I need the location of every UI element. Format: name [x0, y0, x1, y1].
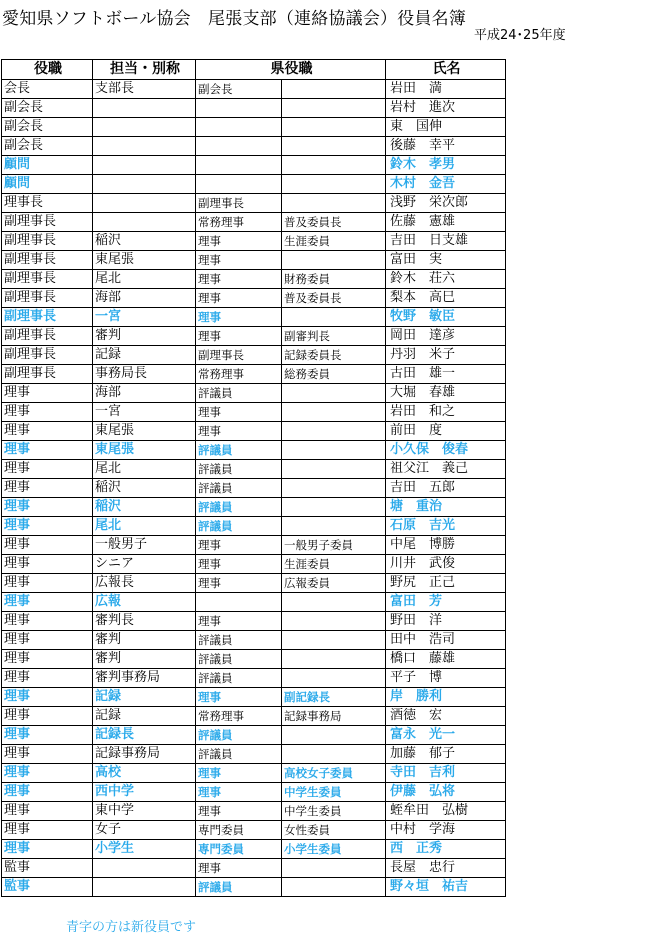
cell-prefecture-role: 評議員 [196, 441, 282, 460]
cell-assignment: 広報 [93, 593, 196, 612]
cell-assignment [93, 175, 196, 194]
table-row [2, 498, 506, 517]
cell-prefecture-committee [282, 669, 386, 688]
cell-role: 理事 [2, 555, 93, 574]
cell-role: 理事 [2, 536, 93, 555]
cell-name: 丹羽 米子 [386, 346, 506, 365]
cell-prefecture-committee: 記録事務局 [282, 707, 386, 726]
table-row [2, 194, 506, 213]
cell-prefecture-committee [282, 878, 386, 897]
cell-prefecture-role: 評議員 [196, 745, 282, 764]
cell-prefecture-role [196, 175, 282, 194]
cell-prefecture-committee: 中学生委員 [282, 783, 386, 802]
cell-assignment: 審判 [93, 650, 196, 669]
cell-name: 野々垣 祐吉 [386, 878, 506, 897]
cell-assignment: 尾北 [93, 517, 196, 536]
cell-assignment: 西中学 [93, 783, 196, 802]
cell-assignment: 東尾張 [93, 251, 196, 270]
cell-assignment: 東尾張 [93, 441, 196, 460]
cell-prefecture-role: 理事 [196, 232, 282, 251]
cell-name: 牧野 敏臣 [386, 308, 506, 327]
cell-role: 副会長 [2, 137, 93, 156]
cell-role: 理事 [2, 764, 93, 783]
cell-assignment: 一般男子 [93, 536, 196, 555]
cell-prefecture-committee [282, 251, 386, 270]
cell-prefecture-committee [282, 631, 386, 650]
cell-prefecture-committee [282, 137, 386, 156]
table-row [2, 783, 506, 802]
cell-role: 理事 [2, 783, 93, 802]
cell-prefecture-committee [282, 859, 386, 878]
cell-name: 岩田 和之 [386, 403, 506, 422]
cell-prefecture-role: 評議員 [196, 479, 282, 498]
cell-name: 田中 浩司 [386, 631, 506, 650]
cell-name: 橋口 藤雄 [386, 650, 506, 669]
cell-name: 岩田 満 [386, 80, 506, 99]
cell-name: 梨本 高巳 [386, 289, 506, 308]
table-header-row [2, 60, 506, 80]
cell-name: 富永 光一 [386, 726, 506, 745]
cell-prefecture-role: 評議員 [196, 650, 282, 669]
table-row [2, 555, 506, 574]
table-row [2, 156, 506, 175]
cell-assignment [93, 156, 196, 175]
table-row [2, 669, 506, 688]
cell-name: 小久保 俊春 [386, 441, 506, 460]
table-row [2, 365, 506, 384]
cell-prefecture-role: 理事 [196, 555, 282, 574]
cell-name: 前田 度 [386, 422, 506, 441]
cell-role: 理事 [2, 688, 93, 707]
cell-prefecture-role: 理事 [196, 270, 282, 289]
cell-role: 副理事長 [2, 251, 93, 270]
cell-prefecture-role [196, 99, 282, 118]
cell-assignment: 女子 [93, 821, 196, 840]
cell-prefecture-committee [282, 517, 386, 536]
cell-assignment [93, 99, 196, 118]
cell-role: 理事 [2, 593, 93, 612]
cell-prefecture-role: 評議員 [196, 878, 282, 897]
cell-role: 理事 [2, 422, 93, 441]
cell-assignment: 海部 [93, 384, 196, 403]
cell-role: 理事 [2, 384, 93, 403]
table-row [2, 137, 506, 156]
table-row [2, 251, 506, 270]
cell-name: 岡田 達彦 [386, 327, 506, 346]
table-row [2, 859, 506, 878]
table-row [2, 270, 506, 289]
cell-assignment: 記録 [93, 707, 196, 726]
cell-name: 平子 博 [386, 669, 506, 688]
cell-name: 西 正秀 [386, 840, 506, 859]
cell-name: 野田 洋 [386, 612, 506, 631]
table-row [2, 745, 506, 764]
cell-prefecture-committee [282, 593, 386, 612]
cell-name: 野尻 正己 [386, 574, 506, 593]
cell-prefecture-role: 理事 [196, 802, 282, 821]
table-row [2, 308, 506, 327]
cell-assignment: 審判事務局 [93, 669, 196, 688]
table-row [2, 422, 506, 441]
cell-role: 副理事長 [2, 213, 93, 232]
cell-name: 古田 雄一 [386, 365, 506, 384]
table-row [2, 232, 506, 251]
cell-role: 理事 [2, 403, 93, 422]
cell-assignment: シニア [93, 555, 196, 574]
cell-role: 理事 [2, 707, 93, 726]
cell-prefecture-committee [282, 441, 386, 460]
cell-name: 富田 実 [386, 251, 506, 270]
column-header-prefecture-role: 県役職 [196, 60, 386, 80]
cell-name: 塘 重治 [386, 498, 506, 517]
cell-prefecture-committee [282, 175, 386, 194]
cell-role: 副理事長 [2, 289, 93, 308]
table-row [2, 726, 506, 745]
cell-role: 副理事長 [2, 232, 93, 251]
cell-name: 東 国伸 [386, 118, 506, 137]
cell-prefecture-committee: 高校女子委員 [282, 764, 386, 783]
cell-role: 理事 [2, 612, 93, 631]
cell-prefecture-role [196, 593, 282, 612]
cell-prefecture-committee [282, 650, 386, 669]
table-row [2, 593, 506, 612]
cell-role: 理事長 [2, 194, 93, 213]
cell-name: 蛭牟田 弘樹 [386, 802, 506, 821]
table-row [2, 99, 506, 118]
cell-prefecture-committee: 普及委員長 [282, 289, 386, 308]
cell-name: 鈴木 荘六 [386, 270, 506, 289]
cell-name: 中尾 博勝 [386, 536, 506, 555]
cell-prefecture-committee: 生涯委員 [282, 232, 386, 251]
cell-role: 副理事長 [2, 346, 93, 365]
cell-role: 副会長 [2, 118, 93, 137]
table-row [2, 631, 506, 650]
cell-assignment: 海部 [93, 289, 196, 308]
cell-prefecture-committee: 副記録長 [282, 688, 386, 707]
cell-name: 木村 金吾 [386, 175, 506, 194]
table-row [2, 118, 506, 137]
cell-prefecture-role: 理事 [196, 536, 282, 555]
cell-role: 監事 [2, 859, 93, 878]
cell-role: 副理事長 [2, 308, 93, 327]
cell-prefecture-role: 評議員 [196, 384, 282, 403]
cell-name: 後藤 幸平 [386, 137, 506, 156]
cell-prefecture-committee [282, 156, 386, 175]
table-row [2, 479, 506, 498]
cell-role: 理事 [2, 840, 93, 859]
cell-name: 浅野 栄次郎 [386, 194, 506, 213]
cell-prefecture-role: 評議員 [196, 460, 282, 479]
cell-assignment: 稲沢 [93, 498, 196, 517]
cell-assignment: 尾北 [93, 460, 196, 479]
table-row [2, 764, 506, 783]
cell-assignment [93, 878, 196, 897]
cell-assignment [93, 213, 196, 232]
cell-name: 川井 武俊 [386, 555, 506, 574]
cell-prefecture-committee [282, 479, 386, 498]
table-row [2, 403, 506, 422]
cell-prefecture-role [196, 156, 282, 175]
cell-assignment [93, 194, 196, 213]
cell-assignment [93, 859, 196, 878]
table-row [2, 612, 506, 631]
cell-name: 伊藤 弘将 [386, 783, 506, 802]
cell-role: 理事 [2, 802, 93, 821]
cell-prefecture-committee [282, 99, 386, 118]
cell-assignment: 一宮 [93, 308, 196, 327]
cell-role: 理事 [2, 631, 93, 650]
cell-prefecture-role: 評議員 [196, 726, 282, 745]
cell-role: 理事 [2, 498, 93, 517]
cell-prefecture-role: 理事 [196, 764, 282, 783]
cell-prefecture-committee: 普及委員長 [282, 213, 386, 232]
table-row [2, 517, 506, 536]
cell-role: 理事 [2, 460, 93, 479]
cell-prefecture-committee: 生涯委員 [282, 555, 386, 574]
cell-assignment: 高校 [93, 764, 196, 783]
cell-prefecture-role: 理事 [196, 783, 282, 802]
cell-prefecture-committee: 副審判長 [282, 327, 386, 346]
cell-prefecture-role: 理事 [196, 422, 282, 441]
cell-prefecture-role: 理事 [196, 688, 282, 707]
table-row [2, 878, 506, 897]
cell-prefecture-role: 理事 [196, 251, 282, 270]
cell-prefecture-role: 専門委員 [196, 840, 282, 859]
cell-name: 岩村 進次 [386, 99, 506, 118]
table-row [2, 289, 506, 308]
cell-role: 理事 [2, 574, 93, 593]
cell-assignment: 尾北 [93, 270, 196, 289]
table-row [2, 536, 506, 555]
column-header-assignment: 担当・別称 [93, 60, 196, 80]
cell-assignment: 記録長 [93, 726, 196, 745]
cell-prefecture-role: 理事 [196, 289, 282, 308]
table-row [2, 707, 506, 726]
cell-prefecture-role: 副会長 [196, 80, 282, 99]
cell-prefecture-role: 常務理事 [196, 213, 282, 232]
table-row [2, 327, 506, 346]
cell-assignment: 審判 [93, 327, 196, 346]
table-row [2, 574, 506, 593]
cell-role: 理事 [2, 821, 93, 840]
cell-role: 監事 [2, 878, 93, 897]
officer-roster-table [1, 59, 506, 897]
cell-name: 加藤 郁子 [386, 745, 506, 764]
cell-prefecture-role: 評議員 [196, 631, 282, 650]
cell-assignment: 小学生 [93, 840, 196, 859]
cell-prefecture-role: 理事 [196, 327, 282, 346]
cell-name: 長屋 忠行 [386, 859, 506, 878]
cell-prefecture-committee [282, 403, 386, 422]
fiscal-year-label: 平成24･25年度 [474, 28, 566, 43]
cell-prefecture-role: 評議員 [196, 517, 282, 536]
cell-prefecture-committee [282, 726, 386, 745]
table-body [2, 80, 506, 897]
cell-prefecture-committee: 一般男子委員 [282, 536, 386, 555]
cell-prefecture-role: 常務理事 [196, 707, 282, 726]
cell-prefecture-role: 理事 [196, 612, 282, 631]
cell-prefecture-role: 評議員 [196, 669, 282, 688]
cell-prefecture-committee: 記録委員長 [282, 346, 386, 365]
cell-name: 祖父江 義己 [386, 460, 506, 479]
cell-prefecture-committee [282, 384, 386, 403]
cell-name: 吉田 日支雄 [386, 232, 506, 251]
cell-assignment: 審判長 [93, 612, 196, 631]
cell-prefecture-role: 理事 [196, 574, 282, 593]
column-header-role: 役職 [2, 60, 93, 80]
cell-role: 理事 [2, 726, 93, 745]
cell-assignment: 広報長 [93, 574, 196, 593]
cell-assignment: 記録 [93, 346, 196, 365]
cell-prefecture-committee [282, 460, 386, 479]
table-row [2, 346, 506, 365]
cell-prefecture-committee [282, 194, 386, 213]
cell-prefecture-role: 専門委員 [196, 821, 282, 840]
cell-name: 大堀 春雄 [386, 384, 506, 403]
cell-assignment: 支部長 [93, 80, 196, 99]
table-row [2, 213, 506, 232]
cell-role: 理事 [2, 669, 93, 688]
cell-prefecture-committee [282, 422, 386, 441]
cell-prefecture-committee [282, 498, 386, 517]
cell-assignment: 東中学 [93, 802, 196, 821]
cell-name: 岸 勝利 [386, 688, 506, 707]
new-member-note: 青字の方は新役員です [66, 920, 197, 935]
cell-prefecture-role: 副理事長 [196, 194, 282, 213]
cell-prefecture-committee [282, 308, 386, 327]
cell-prefecture-role: 理事 [196, 308, 282, 327]
cell-prefecture-committee [282, 612, 386, 631]
cell-name: 佐藤 憲雄 [386, 213, 506, 232]
cell-role: 理事 [2, 517, 93, 536]
cell-role: 副理事長 [2, 327, 93, 346]
cell-assignment: 審判 [93, 631, 196, 650]
table-row [2, 821, 506, 840]
cell-prefecture-committee [282, 745, 386, 764]
cell-name: 吉田 五郎 [386, 479, 506, 498]
cell-assignment: 事務局長 [93, 365, 196, 384]
cell-role: 理事 [2, 745, 93, 764]
cell-role: 顧問 [2, 156, 93, 175]
cell-prefecture-role [196, 137, 282, 156]
cell-name: 石原 吉光 [386, 517, 506, 536]
cell-prefecture-committee: 小学生委員 [282, 840, 386, 859]
cell-name: 富田 芳 [386, 593, 506, 612]
table-row [2, 650, 506, 669]
cell-prefecture-role: 理事 [196, 859, 282, 878]
column-header-name: 氏名 [386, 60, 506, 80]
cell-assignment [93, 137, 196, 156]
cell-prefecture-committee [282, 118, 386, 137]
cell-prefecture-committee: 総務委員 [282, 365, 386, 384]
cell-name: 中村 学海 [386, 821, 506, 840]
page-title: 愛知県ソフトボール協会 尾張支部（連絡協議会）役員名簿 [2, 9, 467, 29]
cell-prefecture-role: 評議員 [196, 498, 282, 517]
cell-assignment: 記録事務局 [93, 745, 196, 764]
cell-prefecture-committee: 広報委員 [282, 574, 386, 593]
cell-assignment [93, 118, 196, 137]
cell-prefecture-committee: 中学生委員 [282, 802, 386, 821]
cell-prefecture-role: 理事 [196, 403, 282, 422]
cell-role: 理事 [2, 441, 93, 460]
table-row [2, 802, 506, 821]
table-row [2, 384, 506, 403]
table-row [2, 441, 506, 460]
cell-name: 寺田 吉利 [386, 764, 506, 783]
cell-prefecture-role [196, 118, 282, 137]
cell-name: 鈴木 孝男 [386, 156, 506, 175]
table-row [2, 688, 506, 707]
table-row [2, 840, 506, 859]
cell-assignment: 記録 [93, 688, 196, 707]
cell-assignment: 稲沢 [93, 232, 196, 251]
cell-assignment: 東尾張 [93, 422, 196, 441]
cell-prefecture-role: 常務理事 [196, 365, 282, 384]
cell-prefecture-role: 副理事長 [196, 346, 282, 365]
cell-prefecture-committee [282, 80, 386, 99]
cell-prefecture-committee: 財務委員 [282, 270, 386, 289]
cell-assignment: 一宮 [93, 403, 196, 422]
cell-role: 理事 [2, 650, 93, 669]
cell-role: 会長 [2, 80, 93, 99]
cell-role: 顧問 [2, 175, 93, 194]
table-row [2, 460, 506, 479]
cell-role: 副会長 [2, 99, 93, 118]
cell-role: 副理事長 [2, 365, 93, 384]
table-row [2, 80, 506, 99]
cell-assignment: 稲沢 [93, 479, 196, 498]
cell-prefecture-committee: 女性委員 [282, 821, 386, 840]
cell-role: 理事 [2, 479, 93, 498]
cell-role: 副理事長 [2, 270, 93, 289]
cell-name: 酒徳 宏 [386, 707, 506, 726]
table-row [2, 175, 506, 194]
